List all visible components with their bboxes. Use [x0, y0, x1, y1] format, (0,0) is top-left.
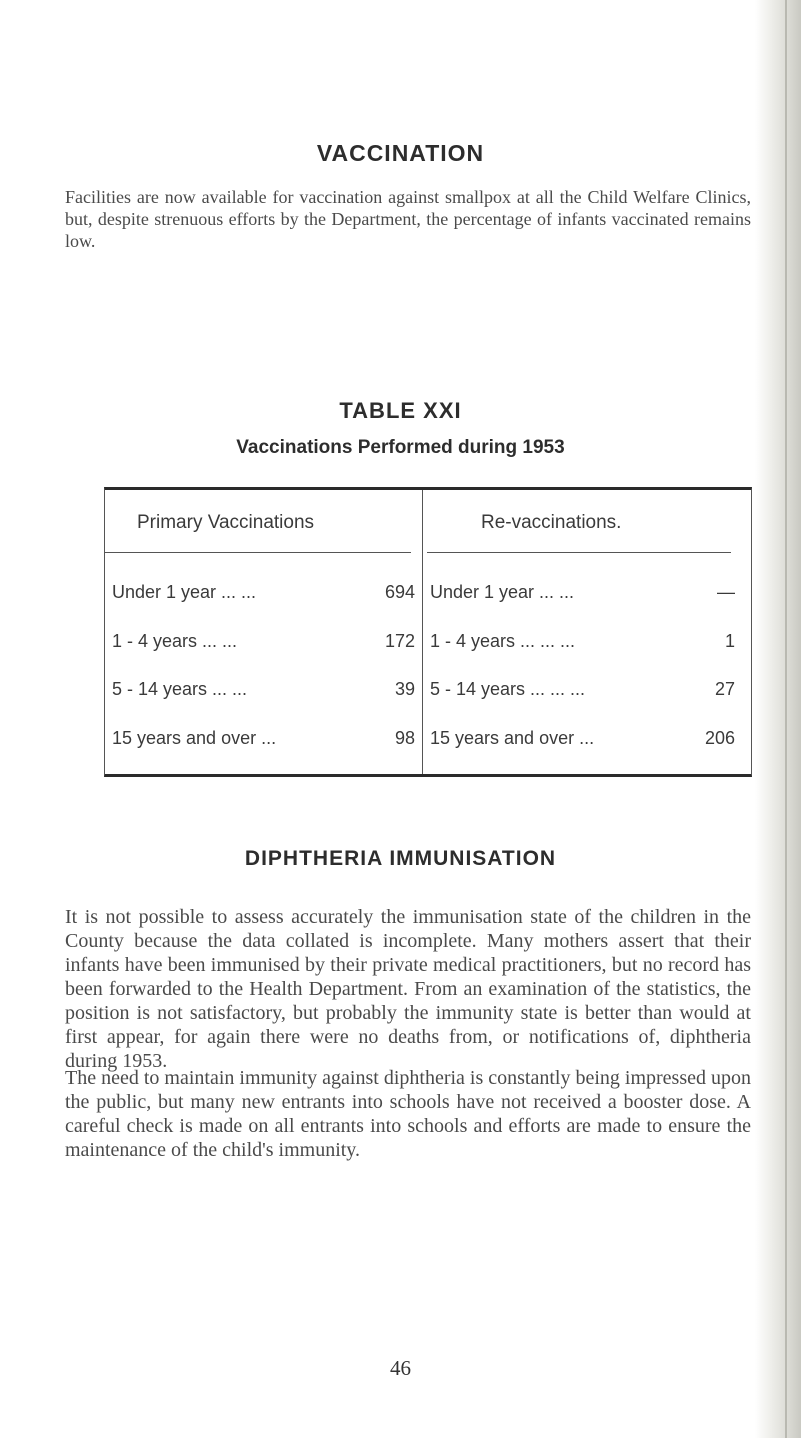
vaccination-heading: VACCINATION — [316, 140, 485, 166]
revacc-row-label: Under 1 year ... ... — [430, 582, 575, 602]
header-underline-right — [427, 552, 731, 553]
vaccinations-table — [104, 487, 752, 777]
table-title: TABLE XXI — [339, 398, 462, 423]
page-edge-shadow — [755, 0, 801, 1438]
primary-row-label: 15 years and over ... — [112, 728, 277, 748]
primary-row-value: 694 — [384, 582, 415, 602]
revacc-row-label: 15 years and over ... — [430, 728, 595, 748]
header-primary-vaccinations: Primary Vaccinations — [137, 512, 315, 533]
diphtheria-paragraph-1: It is not possible to assess accurately the immunisation state of the children in the County because the data collated is incomplete. Many mothers assert that their infants have been immunised by their private medical practitioners, but no record has been forwarded to the Health Department. From an examination of the statistics, the position is not satisfactory, but probably the immunity state is better than would at first appear, for again there were no deaths from, or notifications of, diphtheria during 1953. — [65, 906, 751, 1072]
revacc-row-value: 1 — [724, 631, 735, 651]
primary-row-label: Under 1 year ... ... — [112, 582, 257, 602]
diphtheria-heading: DIPHTHERIA IMMUNISATION — [244, 847, 557, 870]
header-underline-left — [105, 552, 411, 553]
revacc-row-label: 5 - 14 years ... ... ... — [430, 679, 586, 699]
page-number: 46 — [390, 1356, 411, 1380]
table-subtitle: Vaccinations Performed during 1953 — [236, 437, 565, 458]
vaccination-paragraph: Facilities are now available for vaccination against smallpox at all the Child Welfare Clinics, but, despite strenuous efforts by the Department, the percentage of infants vaccinated remains low. — [65, 187, 751, 251]
revacc-row-label: 1 - 4 years ... ... ... — [430, 631, 576, 651]
primary-row-label: 5 - 14 years ... ... — [112, 679, 248, 699]
diphtheria-paragraph-2: The need to maintain immunity against diphtheria is constantly being impressed upon the public, but many new entrants into schools have not received a booster dose. A careful check is made on all entrants into schools and efforts are made to ensure the maintenance of the child's immunity. — [65, 1067, 751, 1161]
revacc-row-value: 206 — [704, 728, 735, 748]
primary-row-label: 1 - 4 years ... ... — [112, 631, 238, 651]
primary-row-value: 98 — [394, 728, 415, 748]
page-edge-line — [785, 0, 787, 1438]
primary-row-value: 39 — [394, 679, 415, 699]
revacc-row-value: — — [717, 582, 735, 602]
revacc-row-value: 27 — [714, 679, 735, 699]
column-divider — [422, 490, 423, 774]
primary-row-value: 172 — [384, 631, 415, 651]
header-revaccinations: Re-vaccinations. — [481, 512, 622, 533]
